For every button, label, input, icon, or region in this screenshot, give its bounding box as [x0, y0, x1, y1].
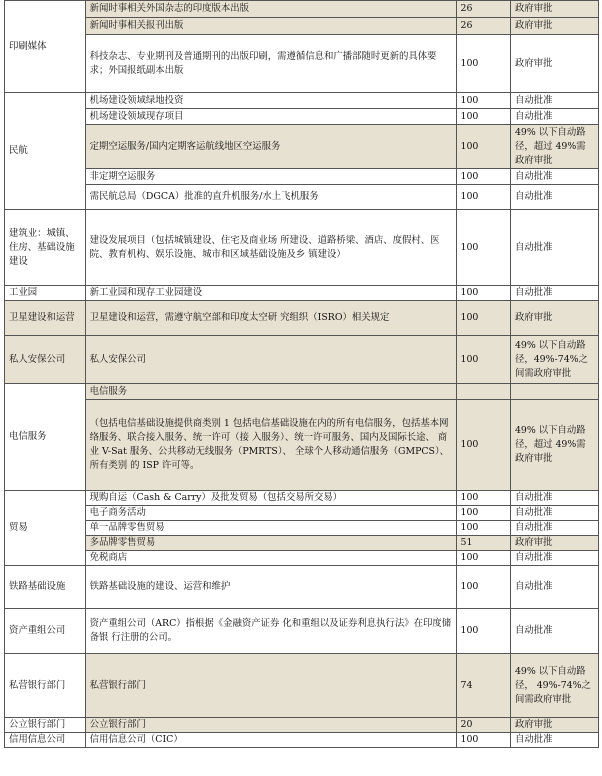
cap-cell: 100	[456, 185, 510, 210]
cap-cell: 100	[456, 301, 510, 336]
fdi-sector-table	[4, 0, 599, 748]
route-cell: 自动批准	[510, 286, 598, 301]
route-cell: 自动批准	[510, 566, 598, 609]
route-cell: 政府审批	[510, 536, 598, 551]
cap-cell: 100	[456, 551, 510, 566]
route-cell: 政府审批	[510, 718, 598, 733]
route-cell: 自动批准	[510, 506, 598, 521]
activity-cell: 电子商务活动	[85, 506, 456, 521]
cap-cell: 100	[456, 491, 510, 506]
table-row	[5, 384, 599, 400]
table-row	[5, 654, 599, 718]
activity-cell: 新闻时事相关报刊出版	[85, 18, 456, 35]
route-cell	[510, 384, 598, 400]
sector-private-bank: 私营银行部门	[5, 654, 86, 718]
sector-satellite: 卫星建设和运营	[5, 301, 86, 336]
table-row	[5, 210, 599, 286]
activity-cell: 私人安保公司	[85, 336, 456, 384]
cap-cell: 100	[456, 210, 510, 286]
cap-cell: 100	[456, 336, 510, 384]
activity-cell: 电信服务	[85, 384, 456, 400]
activity-cell: 信用信息公司（CIC）	[85, 733, 456, 748]
cap-cell: 100	[456, 35, 510, 93]
sector-arc: 资产重组公司	[5, 609, 86, 654]
route-cell: 自动批准	[510, 109, 598, 125]
route-cell: 自动批准	[510, 169, 598, 185]
sector-industrial-park: 工业园	[5, 286, 86, 301]
table-row	[5, 400, 599, 491]
activity-cell: 公立银行部门	[85, 718, 456, 733]
table-row	[5, 185, 599, 210]
activity-cell: 定期空运服务/国内定期客运航线地区空运服务	[85, 125, 456, 169]
table-row	[5, 125, 599, 169]
activity-cell: 科技杂志、专业期刊及普通期刊的出版印刷，需遵循信息和广播部随时更新的具体要求；外国报纸副本出版	[85, 35, 456, 93]
table-row	[5, 286, 599, 301]
table-row	[5, 536, 599, 551]
cap-cell: 100	[456, 400, 510, 491]
activity-cell: （包括电信基础设施提供商类别 1 包括电信基础设施在内的所有电信服务，包括基本网络服务、联合接入服务、统一许可（接 入服务）、统一许可服务、国内及国际长途、 商业 V-Sat 服务、公共移动无线服务（PMRTS）、 全球个人移动通信服务（GMPCS）、所有类别 的 ISP 许可等。	[85, 400, 456, 491]
route-cell: 自动批准	[510, 210, 598, 286]
cap-cell: 100	[456, 109, 510, 125]
table-row	[5, 109, 599, 125]
sector-print-media: 印刷媒体	[5, 1, 86, 93]
activity-cell: 机场建设领域绿地投资	[85, 93, 456, 109]
cap-cell: 100	[456, 506, 510, 521]
route-cell: 自动批准	[510, 491, 598, 506]
activity-cell: 私营银行部门	[85, 654, 456, 718]
cap-cell: 100	[456, 286, 510, 301]
table-row	[5, 609, 599, 654]
activity-cell: 资产重组公司（ARC）指根据《金融资产证券 化和重组以及证券利息执行法》在印度储备银 行注册的公司。	[85, 609, 456, 654]
cap-cell: 100	[456, 521, 510, 536]
sector-civil-aviation: 民航	[5, 93, 86, 210]
activity-cell: 非定期空运服务	[85, 169, 456, 185]
activity-cell: 卫星建设和运营，需遵守航空部和印度太空研 究组织（ISRO）相关规定	[85, 301, 456, 336]
activity-cell: 现购自运（Cash & Carry）及批发贸易（包括交易所交易）	[85, 491, 456, 506]
sector-public-bank: 公立银行部门	[5, 718, 86, 733]
table-row	[5, 521, 599, 536]
table-row	[5, 491, 599, 506]
route-cell: 政府审批	[510, 301, 598, 336]
route-cell: 政府审批	[510, 1, 598, 18]
table-row	[5, 35, 599, 93]
cap-cell: 26	[456, 1, 510, 18]
cap-cell: 74	[456, 654, 510, 718]
table-row	[5, 169, 599, 185]
route-cell: 自动批准	[510, 733, 598, 748]
table-row	[5, 718, 599, 733]
activity-cell: 免税商店	[85, 551, 456, 566]
route-cell: 49% 以下自动路径，49%-74%之间需政府审批	[510, 336, 598, 384]
cap-cell: 20	[456, 718, 510, 733]
activity-cell: 需民航总局（DGCA）批准的直升机服务/水上飞机服务	[85, 185, 456, 210]
sector-trading: 贸易	[5, 491, 86, 566]
table-row	[5, 18, 599, 35]
route-cell: 政府审批	[510, 18, 598, 35]
sector-railway: 铁路基础设施	[5, 566, 86, 609]
route-cell: 自动批准	[510, 551, 598, 566]
activity-cell: 新闻时事相关外国杂志的印度版本出版	[85, 1, 456, 18]
activity-cell: 新工业园和现存工业园建设	[85, 286, 456, 301]
activity-cell: 铁路基础设施的建设、运营和维护	[85, 566, 456, 609]
sector-cic: 信用信息公司	[5, 733, 86, 748]
table-row	[5, 551, 599, 566]
sector-telecom: 电信服务	[5, 384, 86, 491]
table-row	[5, 1, 599, 18]
route-cell: 49% 以下自动路径， 49%-74%之间需政府审批	[510, 654, 598, 718]
route-cell: 自动批准	[510, 93, 598, 109]
cap-cell: 100	[456, 733, 510, 748]
route-cell: 自动批准	[510, 609, 598, 654]
table-row	[5, 733, 599, 748]
route-cell: 自动批准	[510, 185, 598, 210]
route-cell: 49% 以下自动路径，超过 49%需政府审批	[510, 400, 598, 491]
activity-cell: 多品牌零售贸易	[85, 536, 456, 551]
table-row	[5, 506, 599, 521]
cap-cell: 100	[456, 125, 510, 169]
table-row	[5, 566, 599, 609]
cap-cell: 100	[456, 609, 510, 654]
route-cell: 49% 以下自动路径，超过 49%需政府审批	[510, 125, 598, 169]
cap-cell	[456, 384, 510, 400]
activity-cell: 建设发展项目（包括城镇建设、住宅及商业场 所建设、道路桥梁、酒店、度假村、医院、教育机构、娱乐设施、城市和区域基础设施及乡 镇建设）	[85, 210, 456, 286]
sector-construction: 建筑业：城镇、住房、基础设施建设	[5, 210, 86, 286]
route-cell: 自动批准	[510, 521, 598, 536]
cap-cell: 100	[456, 566, 510, 609]
sector-private-security: 私人安保公司	[5, 336, 86, 384]
cap-cell: 100	[456, 169, 510, 185]
table-row	[5, 336, 599, 384]
cap-cell: 51	[456, 536, 510, 551]
activity-cell: 机场建设领域现存项目	[85, 109, 456, 125]
route-cell: 政府审批	[510, 35, 598, 93]
activity-cell: 单一品牌零售贸易	[85, 521, 456, 536]
cap-cell: 26	[456, 18, 510, 35]
table-row	[5, 301, 599, 336]
cap-cell: 100	[456, 93, 510, 109]
table-row	[5, 93, 599, 109]
